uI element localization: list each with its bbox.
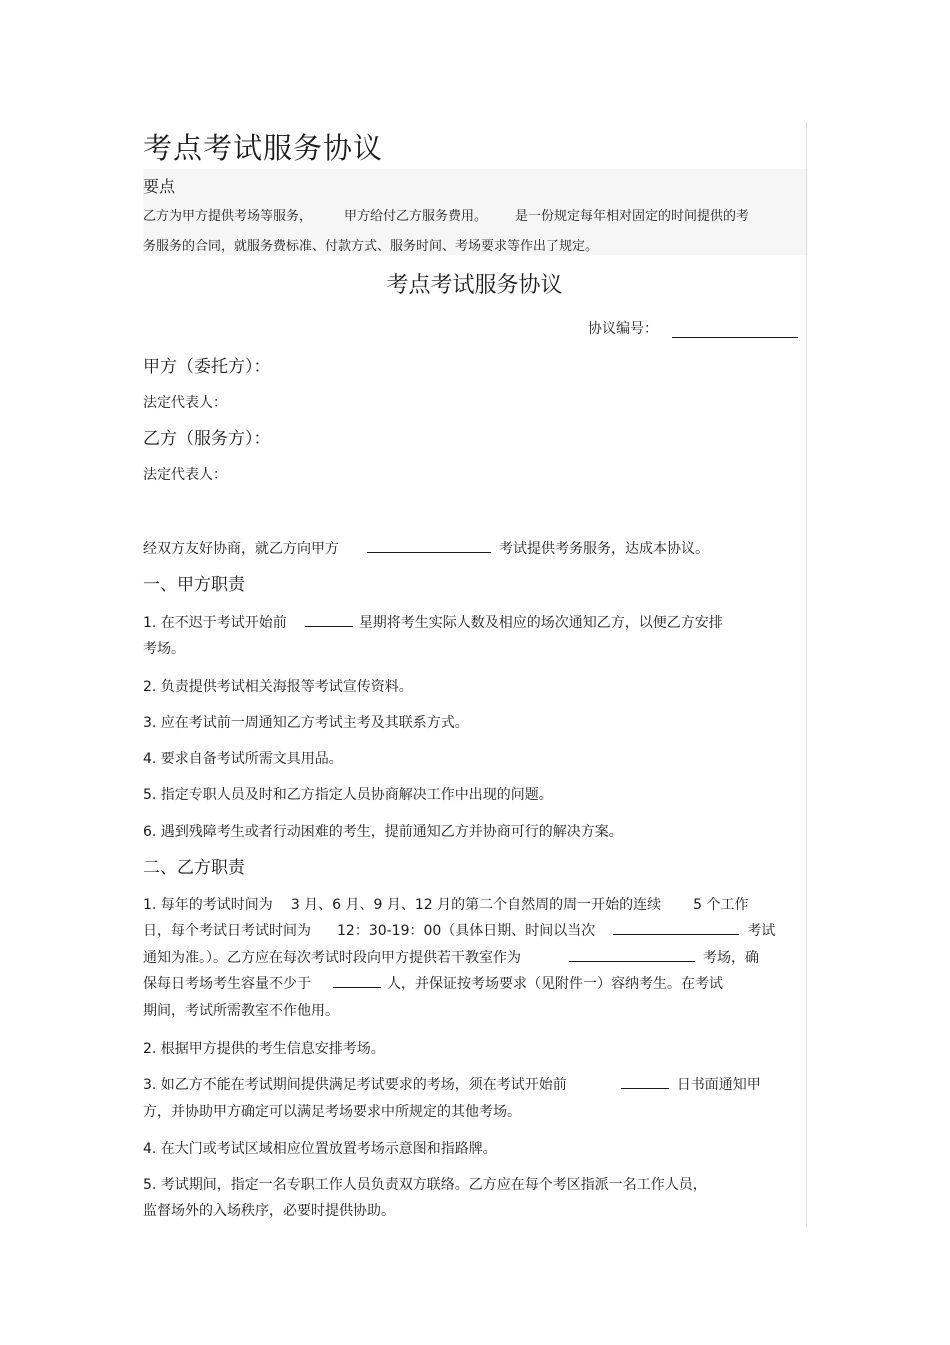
intro-paragraph: 经双方友好协商，就乙方向甲方 考试提供考务服务，达成本协议。 — [143, 538, 709, 558]
list-item-continuation: 通知为准。）。乙方应在每次考试时段向甲方提供若干教室作为 考场，确 — [143, 947, 759, 967]
list-item: 5. 指定专职人员及时和乙方指定人员协商解决工作中出现的问题。 — [143, 787, 553, 803]
list-item: 3. 应在考试前一周通知乙方考试主考及其联系方式。 — [143, 715, 469, 731]
summary-line: 务服务的合同，就服务费标准、付款方式、服务时间、考场要求等作出了规定。 — [143, 239, 599, 254]
list-item-continuation: 期间，考试所需教室不作他用。 — [143, 1003, 339, 1019]
exam-name-blank[interactable] — [367, 538, 491, 553]
agreement-number-field — [588, 318, 798, 338]
list-item-continuation: 日，每个考试日考试时间为 12：30-19：00（具体日期、时间以当次 考试 — [143, 920, 775, 940]
section-heading: 二、乙方职责 — [143, 858, 245, 878]
section-heading: 一、甲方职责 — [143, 575, 245, 595]
weeks-blank[interactable] — [305, 612, 353, 627]
party-b-label: 乙方（服务方）： — [143, 429, 271, 449]
list-item-continuation: 考场。 — [143, 641, 185, 657]
classrooms-blank[interactable] — [569, 947, 695, 962]
list-item: 2. 根据甲方提供的考生信息安排考场。 — [143, 1041, 385, 1057]
list-item: 1. 在不迟于考试开始前 星期将考生实际人数及相应的场次通知乙方，以便乙方安排 — [143, 612, 723, 632]
list-item: 2. 负责提供考试相关海报等考试宣传资料。 — [143, 679, 413, 695]
list-item: 6. 遇到残障考生或者行动困难的考生，提前通知乙方并协商可行的解决方案。 — [143, 824, 623, 840]
agreement-number-label: 协议编号： — [588, 321, 658, 337]
party-b-rep-label: 法定代表人： — [143, 467, 227, 483]
list-item-continuation: 监督场外的入场秩序，必要时提供协助。 — [143, 1203, 395, 1219]
agreement-title: 考点考试服务协议 — [386, 273, 563, 298]
capacity-blank[interactable] — [333, 973, 381, 988]
days-blank[interactable] — [621, 1074, 669, 1089]
list-item-continuation: 方，并协助甲方确定可以满足考场要求中所规定的其他考场。 — [143, 1104, 521, 1120]
notice-blank[interactable] — [613, 920, 739, 935]
summary-heading: 要点 — [143, 177, 176, 196]
document-page — [143, 122, 807, 1227]
party-a-label: 甲方（委托方）： — [143, 357, 271, 377]
document-title: 考点考试服务协议 — [143, 131, 384, 165]
summary-line: 乙方为甲方提供考场等服务， 甲方给付乙方服务费用。 是一份规定每年相对固定的时间提供的考 — [143, 209, 750, 224]
list-item: 4. 在大门或考试区域相应位置放置考场示意图和指路牌。 — [143, 1141, 497, 1157]
list-item-continuation: 保每日考场考生容量不少于 人，并保证按考场要求（见附件一）容纳考生。在考试 — [143, 973, 723, 993]
party-a-rep-label: 法定代表人： — [143, 395, 227, 411]
list-item: 4. 要求自备考试所需文具用品。 — [143, 751, 343, 767]
list-item: 5. 考试期间，指定一名专职工作人员负责双方联络。乙方应在每个考区指派一名工作人员， — [143, 1177, 707, 1193]
list-item: 1. 每年的考试时间为 3 月、6 月、9 月、12 月的第二个自然周的周一开始的连续 5 个工作 — [143, 897, 749, 913]
list-item: 3. 如乙方不能在考试期间提供满足考试要求的考场，须在考试开始前 日书面通知甲 — [143, 1074, 761, 1094]
agreement-number-blank[interactable] — [672, 323, 798, 338]
